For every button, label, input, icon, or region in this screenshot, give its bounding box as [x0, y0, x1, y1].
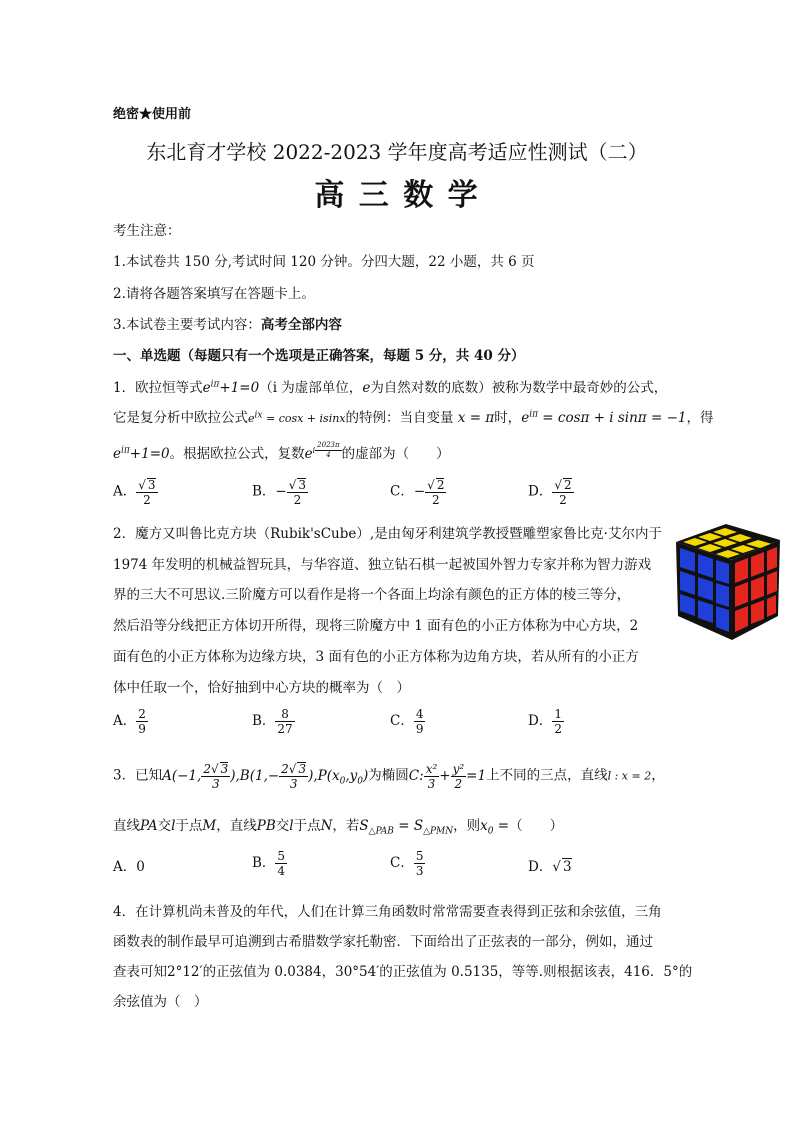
- q3-text-b: 为椭圆: [368, 767, 409, 784]
- q2-line-3: 界的三大不可思议.三阶魔方可以看作是将一个各面上均涂有颜色的正方体的棱三等分，: [113, 587, 631, 603]
- q1-text-e: 的特例：当自变量: [345, 410, 454, 426]
- q1-option-b-label: B．: [252, 483, 276, 500]
- q3-option-c[interactable]: [390, 850, 425, 877]
- q3-pa: PA: [140, 818, 158, 834]
- q1-line-3: [113, 442, 450, 462]
- q3-option-b-num: 5: [277, 849, 286, 863]
- q3-text-l: （ ）: [509, 818, 564, 834]
- q2-option-c[interactable]: [390, 708, 425, 735]
- q2-option-c-den: 9: [415, 722, 424, 736]
- q2-option-a-den: 9: [138, 722, 146, 736]
- q1-text-d: 它是复分析中欧拉公式: [113, 410, 248, 426]
- q2-option-d-label: D．: [528, 713, 553, 729]
- q3-option-c-den: 3: [415, 864, 424, 878]
- rubiks-cube-image: [668, 520, 786, 642]
- q2-option-b-den: 27: [277, 722, 293, 736]
- q2-option-a-label: A．: [113, 713, 137, 729]
- q3-option-d[interactable]: D．√ 3: [528, 859, 572, 875]
- section-1-title: 一、单选题（每题只有一个选项是正确答案，每题 5 分，共 40 分）: [113, 348, 525, 364]
- q3-m: M: [202, 818, 217, 834]
- q1-cos-formula: $e^{i\pi} = \cos\pi + i$ sinπ = −1: [521, 409, 687, 426]
- q3-text-h: 交: [275, 818, 290, 834]
- q1-option-b[interactable]: B．− $\frac{√ 3}{2}$: [252, 478, 307, 507]
- q2-option-a-num: 2: [138, 707, 146, 721]
- notice-item-3-bold: 高考全部内容: [260, 317, 342, 333]
- q3-text-i: 于点: [293, 818, 321, 834]
- q4-line-2: 函数表的制作最早可追溯到古希腊数学家托勒密．下面给出了正弦表的一部分，例如，通过: [113, 934, 653, 950]
- notice-item-1: 1.本试卷共 150 分,考试时间 120 分钟。分四大题，22 小题，共 6 页: [113, 254, 535, 270]
- q1-option-c[interactable]: C．− $\frac{√ 2}{2}$: [390, 478, 445, 507]
- q4-line-1: 4．在计算机尚未普及的年代，人们在计算三角函数时常常需要查表得到正弦和余弦值，三角: [113, 904, 662, 920]
- q3-text-f: 于点: [175, 818, 203, 834]
- q1-identity-repeat: $e^{i\pi}+1=0$: [113, 445, 170, 462]
- q3-option-c-num: 5: [415, 849, 424, 863]
- notice-item-3-prefix: 3.本试卷主要考试内容：: [113, 317, 261, 333]
- q3-x0: $x_0$ =: [480, 818, 510, 837]
- q3-option-d-value: 3: [562, 859, 572, 875]
- q2-option-a[interactable]: [113, 708, 148, 735]
- q1-line-2: [113, 406, 713, 426]
- q3-line-l: l : x = 2: [607, 769, 652, 783]
- notice-heading: 考生注意：: [113, 223, 181, 239]
- q1-option-c-label: C．: [390, 483, 414, 500]
- q3-option-c-label: C．: [390, 855, 414, 871]
- subject-title: 高 三 数 学: [314, 178, 480, 213]
- q1-euler-formula: $e^{ix} = \cos x + isinx$: [248, 410, 346, 425]
- q2-option-d-num: 1: [554, 707, 562, 721]
- q1-text-h: 。根据欧拉公式，复数: [169, 446, 305, 462]
- q2-option-b-label: B．: [252, 713, 276, 729]
- q2-option-d-den: 2: [554, 722, 562, 736]
- q3-l2: l: [289, 818, 294, 834]
- q2-line-1: 2．魔方又叫鲁比克方块（Rubik'sCube）,是由匈牙利建筑学教授暨雕塑家鲁比克·艾尔内于: [113, 526, 662, 542]
- notice-item-3: [113, 313, 342, 333]
- q2-option-c-label: C．: [390, 713, 414, 729]
- q1-euler-identity: $e^{i\pi}+1=0$: [202, 379, 260, 396]
- q1-text-a: 1．欧拉恒等式: [113, 380, 203, 396]
- q1-option-d[interactable]: D． $\frac{√ 2}{2}$: [528, 478, 572, 507]
- q2-line-4: 然后沿等分线把正方体切开所得，现将三阶魔方中 1 面有色的小正方体称为中心方块，2: [113, 618, 639, 634]
- q2-option-d[interactable]: [528, 708, 564, 735]
- q3-option-a[interactable]: A．0: [113, 859, 145, 875]
- q3-option-b-label: B．: [252, 855, 276, 871]
- q1-x-eq-pi: x = π: [453, 410, 495, 426]
- q2-option-c-num: 4: [415, 707, 424, 721]
- q3-text-d: 直线: [113, 818, 140, 834]
- q3-n: N: [320, 818, 333, 834]
- q3-option-d-label: D．: [528, 859, 553, 875]
- q2-option-b[interactable]: [252, 708, 295, 735]
- q2-line-6: 体中任取一个，恰好抽到中心方块的概率为（ ）: [113, 680, 410, 696]
- q3-text-c: 上不同的三点，直线: [486, 767, 608, 784]
- notice-item-2: 2.请将各题答案填写在答题卡上。: [113, 286, 315, 302]
- secret-label: 绝密★使用前: [113, 107, 192, 122]
- q2-option-b-num: 8: [275, 708, 294, 722]
- q3-text-g: ，直线: [216, 818, 257, 834]
- q1-e-symbol: e: [362, 380, 371, 396]
- q3-l1: l: [171, 818, 176, 834]
- q3-ellipse: C: $\frac{\text{x²}}{3}$ + $\frac{\text{y²}}{2}$ =1: [408, 761, 487, 791]
- q1-line-1: [113, 376, 667, 396]
- q4-line-4: 余弦值为（ ）: [113, 994, 208, 1010]
- q3-text-j: ，若: [332, 818, 360, 834]
- q1-text-b: （i 为虚部单位，: [259, 380, 363, 396]
- q3-text-a: 3．已知: [113, 767, 163, 784]
- q3-line-1: 3．已知A(−1, $\frac{2√ 3}{3}$ ),B(1,− $\frac{2√ 3}{3}$ )$,P(x_0,y_0)$为椭圆C: $\frac{\text{x²}}{3}$ + $\frac{\text{y²}}{2}$ =1上不同的三点，直线l : x = 2，: [113, 761, 665, 791]
- q1-text-c: 为自然对数的底数）被称为数学中最奇妙的公式，: [370, 380, 668, 396]
- q3-option-b-den: 4: [277, 864, 286, 878]
- q3-area-eq: $S_{\triangle PAB} = S_{\triangle PMN}$: [359, 818, 454, 837]
- q2-line-5: 面有色的小正方体称为边缘方块，3 面有色的小正方体称为边角方块，若从所有的小正方: [113, 649, 639, 665]
- q1-text-f: 时，: [494, 410, 522, 426]
- q3-line-2: [113, 814, 563, 837]
- q1-text-g: ，得: [686, 410, 714, 426]
- q1-option-d-label: D．: [528, 483, 553, 500]
- q3-text-k: ，则: [453, 818, 481, 834]
- school-title: 东北育才学校 2022-2023 学年度高考适应性测试（二）: [146, 140, 648, 164]
- q3-text-e: 交: [157, 818, 172, 834]
- q1-exp-num: 2023π: [317, 441, 340, 449]
- q2-line-2: 1974 年发明的机械益智玩具，与华容道、独立钻石棋一起被国外智力专家并称为智力游戏: [113, 557, 652, 573]
- q1-complex-number: $e^{i \frac{2023\pi}{4}}$: [304, 441, 340, 462]
- q1-option-a[interactable]: A． $\frac{√ 3}{2}$: [113, 478, 156, 507]
- q3-option-b[interactable]: [252, 850, 287, 877]
- q3-pb: PB: [256, 818, 276, 834]
- q3-points: A(−1, $\frac{2√ 3}{3}$ ),B(1,− $\frac{2√ 3}{3}$ )$,P(x_0,y_0)$: [162, 762, 369, 791]
- q1-option-a-label: A．: [113, 483, 137, 500]
- q1-text-i: 的虚部为（ ）: [341, 446, 450, 462]
- q4-line-3: 查表可知2°12′的正弦值为 0.0384，30°54′的正弦值为 0.5135，等等.则根据该表，416．5°的: [113, 964, 693, 980]
